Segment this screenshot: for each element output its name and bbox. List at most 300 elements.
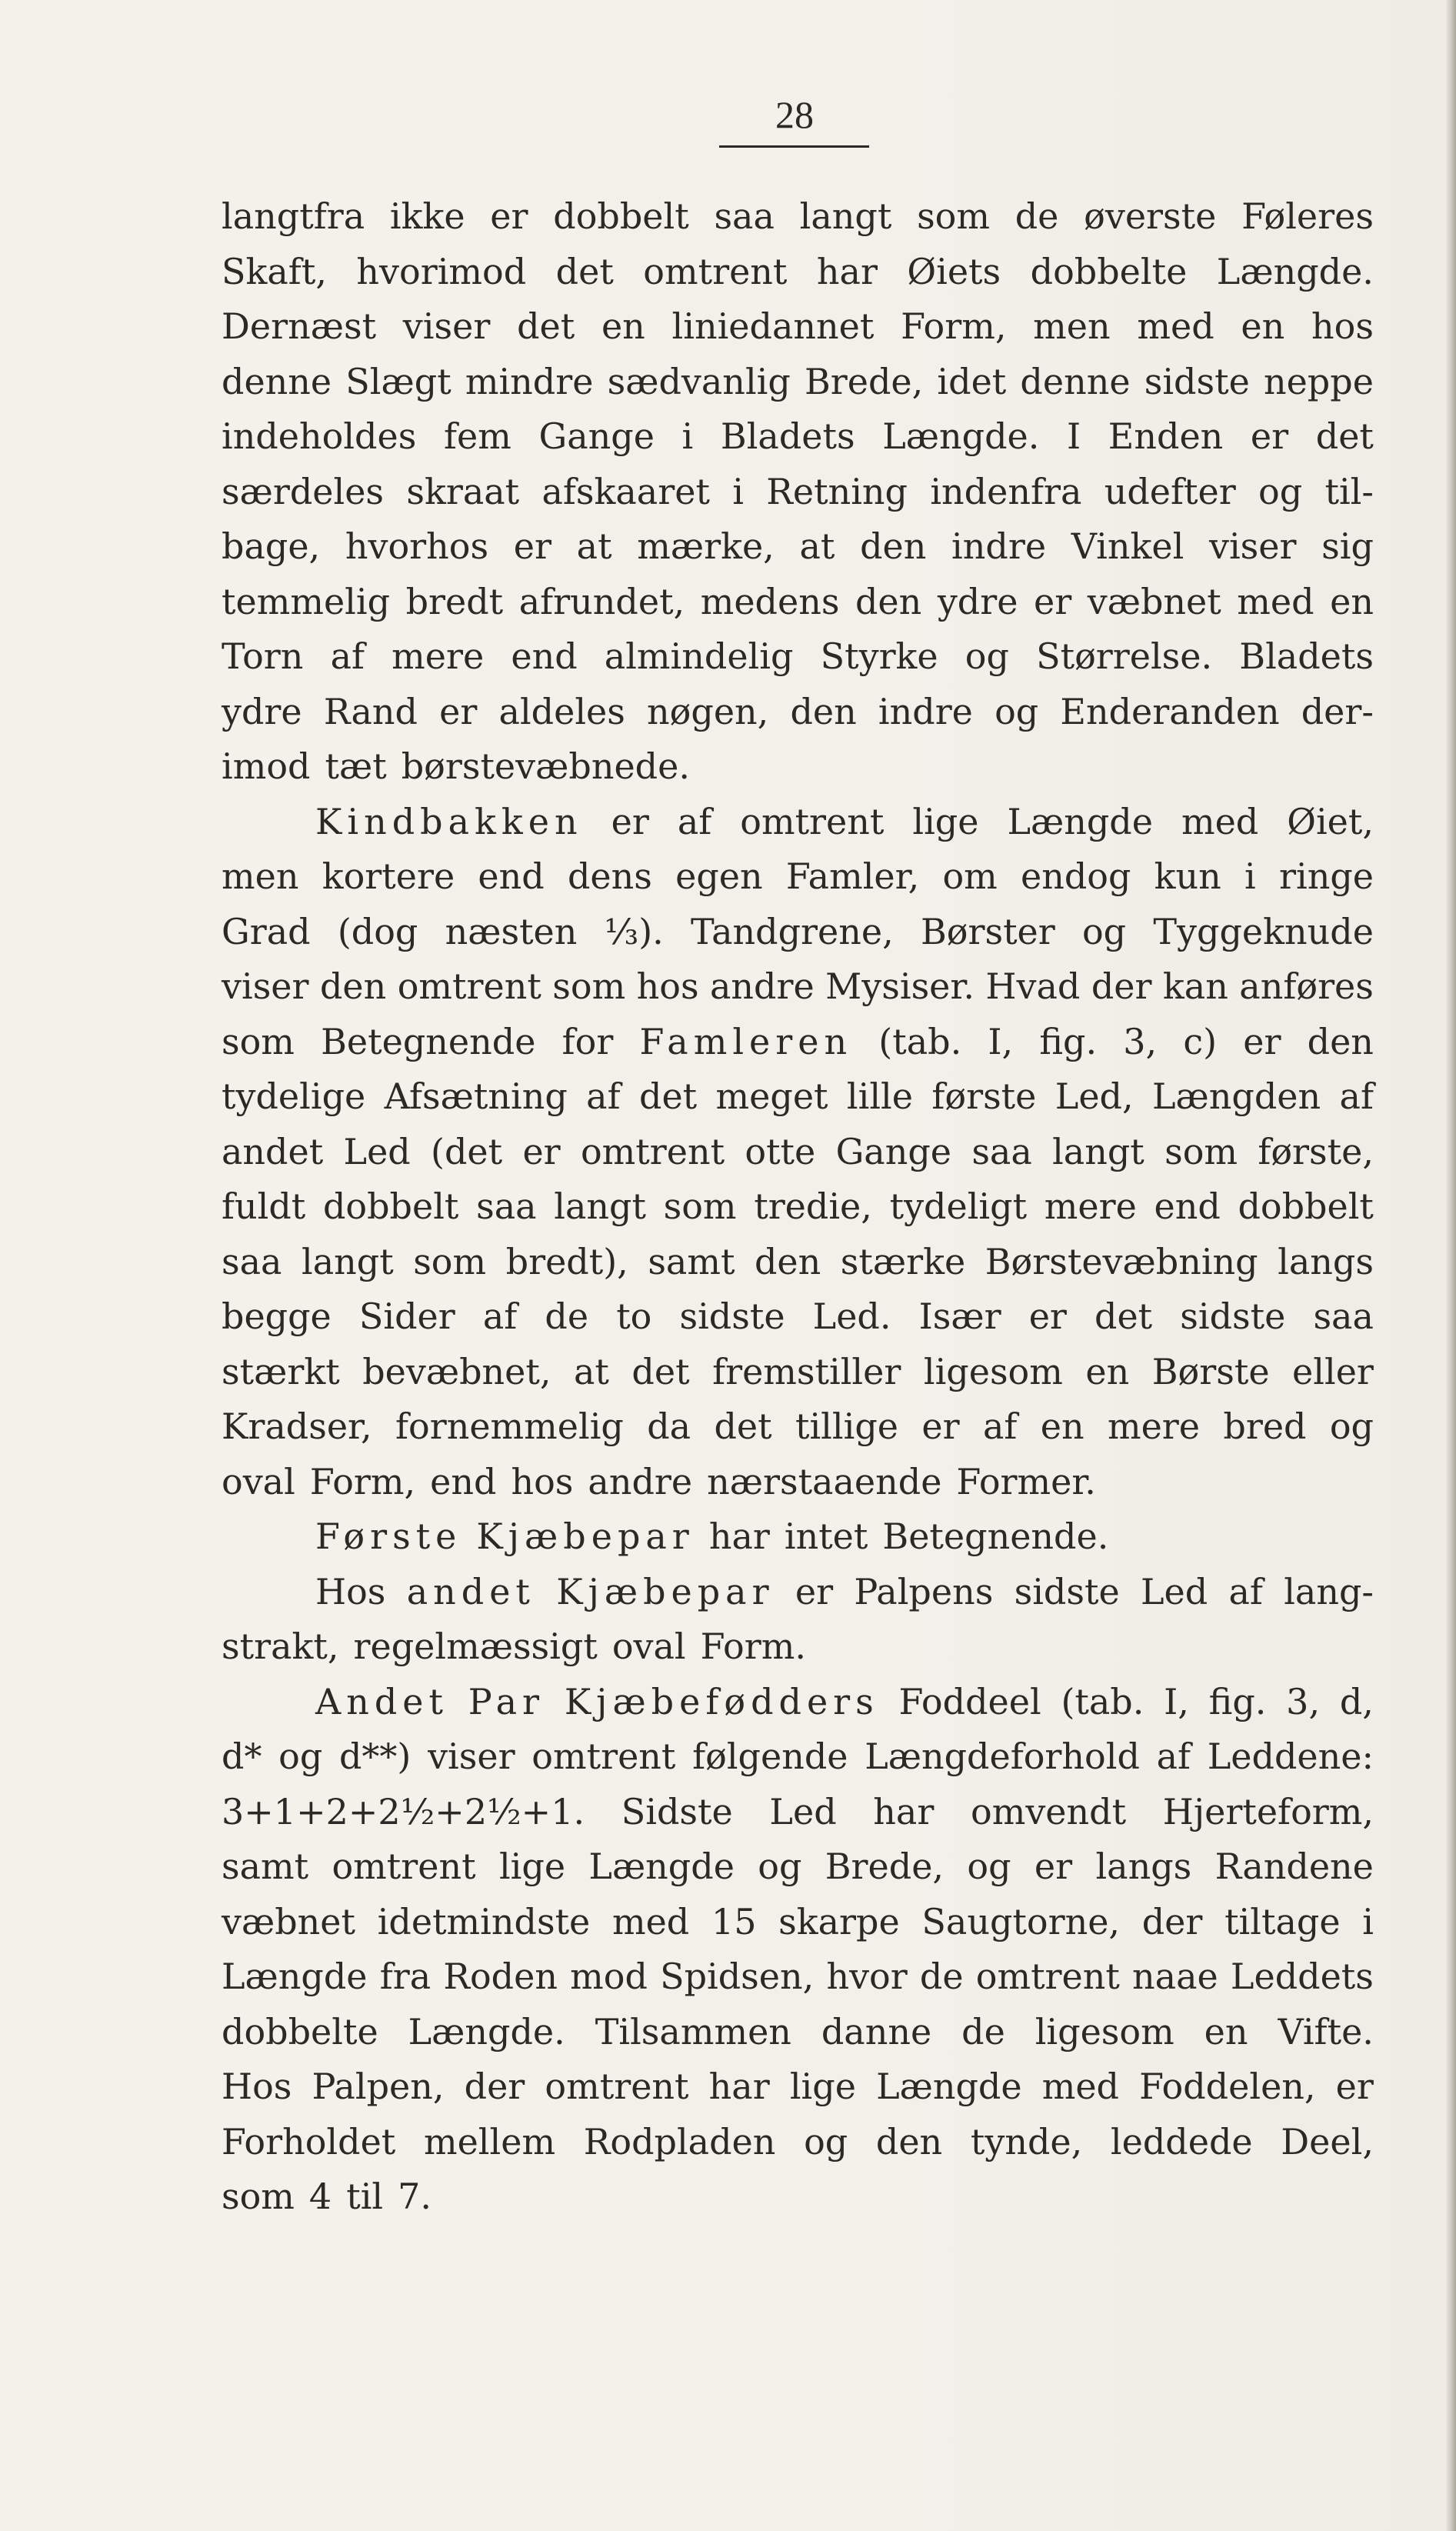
word: Deel, bbox=[1281, 2120, 1374, 2163]
word: med bbox=[1041, 2066, 1120, 2107]
word: Længde. bbox=[408, 2010, 565, 2052]
word: omtrent bbox=[545, 2066, 689, 2107]
word: andre bbox=[588, 1460, 693, 1502]
word: langs bbox=[1278, 1240, 1374, 1282]
word: er bbox=[1028, 1296, 1067, 1337]
word: tiltage bbox=[1224, 1900, 1341, 1942]
text-line bbox=[222, 685, 1374, 740]
word: og bbox=[1081, 910, 1127, 952]
word: og bbox=[967, 1846, 1011, 1887]
word: eller bbox=[1292, 1350, 1374, 1392]
word: 15 bbox=[711, 1900, 757, 1942]
word: lille bbox=[846, 1075, 913, 1117]
text-line bbox=[222, 1345, 1374, 1400]
text-line bbox=[222, 1069, 1374, 1125]
text-line bbox=[222, 2059, 1374, 2115]
word: end bbox=[511, 635, 578, 677]
word: den bbox=[754, 1240, 821, 1282]
word: c) bbox=[1183, 1020, 1218, 1062]
word: det bbox=[1315, 415, 1374, 457]
text-line bbox=[222, 1015, 1374, 1070]
word: nærstaaende bbox=[707, 1460, 942, 1502]
word: indre bbox=[951, 525, 1047, 567]
word: d, bbox=[1339, 1680, 1374, 1722]
body-text bbox=[222, 189, 1374, 2225]
word: af bbox=[982, 1406, 1018, 1447]
word: den bbox=[860, 525, 927, 567]
word: indre bbox=[878, 690, 973, 732]
word: langt bbox=[799, 195, 892, 237]
word: Foddelen, bbox=[1139, 2066, 1316, 2107]
word: strakt, bbox=[222, 1626, 339, 1667]
word: Størrelse. bbox=[1036, 635, 1213, 677]
word: der bbox=[1091, 965, 1152, 1007]
word: Par bbox=[468, 1680, 545, 1722]
word: Rand bbox=[323, 690, 418, 732]
word: andet bbox=[222, 1130, 324, 1172]
text-line bbox=[222, 1675, 1374, 1730]
word: mod bbox=[570, 1956, 648, 1997]
word: dobbelte bbox=[222, 2010, 378, 2052]
word: sædvanlig bbox=[607, 360, 791, 402]
word: mere bbox=[1107, 1406, 1201, 1447]
word: (tab. bbox=[878, 1020, 962, 1062]
word: mere bbox=[1044, 1185, 1137, 1227]
text-line bbox=[222, 1729, 1374, 1785]
word: afskaaret bbox=[541, 470, 710, 512]
word: I, bbox=[1164, 1680, 1189, 1722]
word: Rodpladen bbox=[583, 2120, 776, 2163]
word: Betegnende. bbox=[882, 1516, 1109, 1557]
word: ligesom bbox=[923, 1350, 1063, 1392]
word: sidste bbox=[1144, 360, 1250, 402]
word: en bbox=[1204, 2010, 1248, 2052]
word: saa bbox=[476, 1185, 537, 1227]
word: d**) bbox=[338, 1736, 411, 1777]
word: Brede, bbox=[825, 1846, 945, 1887]
word: om bbox=[942, 855, 998, 897]
word: Børstevæbning bbox=[985, 1240, 1258, 1282]
text-line bbox=[222, 519, 1374, 575]
word: første, bbox=[1258, 1130, 1374, 1172]
text-line bbox=[222, 959, 1374, 1015]
word: dobbelt bbox=[322, 1185, 459, 1227]
word: dens bbox=[567, 855, 652, 897]
word: har bbox=[708, 2066, 770, 2107]
word: egen bbox=[675, 855, 763, 897]
word: den bbox=[855, 580, 922, 622]
word: Led bbox=[343, 1130, 411, 1172]
text-line bbox=[222, 1509, 1374, 1565]
text-line bbox=[222, 795, 1374, 850]
word: hvorimod bbox=[356, 250, 527, 292]
word: en bbox=[1085, 1350, 1130, 1392]
word: Børste bbox=[1151, 1350, 1270, 1392]
word: Palpen, bbox=[312, 2066, 445, 2107]
word: udefter bbox=[1104, 470, 1236, 512]
word: intet bbox=[784, 1516, 868, 1557]
word: og bbox=[804, 2120, 848, 2163]
word: som bbox=[663, 1185, 737, 1227]
word: som bbox=[222, 2176, 295, 2217]
word: langt bbox=[554, 1185, 646, 1227]
word: skarpe bbox=[778, 1900, 900, 1942]
word: særdeles bbox=[222, 470, 385, 512]
word: fem bbox=[443, 415, 511, 457]
word: er bbox=[1034, 1846, 1073, 1887]
word: er bbox=[513, 525, 551, 567]
word: omtrent bbox=[580, 1130, 725, 1172]
word: langs bbox=[1095, 1846, 1192, 1887]
word: men bbox=[1033, 305, 1111, 347]
word: væbnet bbox=[222, 1900, 356, 1942]
word: og bbox=[965, 635, 1009, 677]
word: end bbox=[1154, 1185, 1221, 1227]
word: Kradser, bbox=[222, 1406, 372, 1447]
word: ydre bbox=[937, 580, 1018, 622]
word: otte bbox=[745, 1130, 816, 1172]
word: imod bbox=[222, 745, 311, 787]
word: er bbox=[611, 800, 649, 842]
word: (tab. bbox=[1061, 1680, 1144, 1722]
word: Kjæbepar bbox=[556, 1570, 775, 1612]
word: Sider bbox=[358, 1296, 455, 1337]
word: afrundet, bbox=[518, 580, 685, 622]
word: end bbox=[478, 855, 545, 897]
word: der bbox=[464, 2066, 525, 2107]
word: er bbox=[1034, 580, 1072, 622]
word: Former. bbox=[956, 1460, 1096, 1502]
word: det bbox=[517, 305, 575, 347]
word: stærkt bbox=[222, 1350, 340, 1392]
word: Brede, bbox=[804, 360, 924, 402]
word: ikke bbox=[389, 195, 465, 237]
word: det bbox=[639, 1075, 698, 1117]
word: saa bbox=[222, 1240, 282, 1282]
word: viser bbox=[222, 965, 309, 1007]
word: er bbox=[1243, 1020, 1281, 1062]
word: med bbox=[1181, 800, 1259, 842]
word: Led. bbox=[812, 1296, 891, 1337]
word: omtrent bbox=[643, 250, 788, 292]
word: en bbox=[1241, 305, 1285, 347]
word: omtrent bbox=[740, 800, 885, 842]
word: saa bbox=[971, 1130, 1032, 1172]
word: dobbelt bbox=[1238, 1185, 1374, 1227]
page-number-underline bbox=[719, 145, 869, 148]
word: Første bbox=[315, 1516, 462, 1557]
word: Øiet, bbox=[1287, 800, 1374, 842]
word: fornemmelig bbox=[395, 1406, 624, 1447]
word: Gange bbox=[538, 415, 655, 457]
word: fremstiller bbox=[712, 1350, 901, 1392]
word: det bbox=[714, 1406, 772, 1447]
word: der bbox=[1141, 1900, 1203, 1942]
word: nøgen, bbox=[647, 690, 769, 732]
word: 4 bbox=[308, 2176, 332, 2217]
text-line bbox=[222, 1125, 1374, 1180]
word: af bbox=[1156, 1736, 1191, 1777]
word: Længde. bbox=[882, 415, 1040, 457]
word: i bbox=[681, 415, 694, 457]
word: temmelig bbox=[222, 580, 391, 622]
word: Led, bbox=[1055, 1075, 1134, 1117]
word: begge bbox=[222, 1296, 332, 1337]
word: Vifte. bbox=[1278, 2010, 1374, 2052]
word: mere bbox=[391, 635, 485, 677]
word: hvor bbox=[826, 1956, 908, 1997]
word: medens bbox=[700, 580, 840, 622]
word: hos bbox=[1311, 305, 1374, 347]
word: Vinkel bbox=[1071, 525, 1184, 567]
text-line bbox=[222, 905, 1374, 960]
word: dobbelt bbox=[553, 195, 689, 237]
text-line bbox=[222, 1839, 1374, 1895]
word: øverste bbox=[1084, 195, 1217, 237]
word: sidste bbox=[1180, 1296, 1286, 1337]
text-line bbox=[222, 1949, 1374, 2005]
word: er bbox=[1335, 2066, 1374, 2107]
word: Andet bbox=[315, 1680, 448, 1722]
word: at bbox=[799, 525, 835, 567]
word: Grad bbox=[222, 910, 311, 952]
word: er bbox=[522, 1130, 561, 1172]
word: bredt), bbox=[505, 1240, 628, 1282]
word: Led bbox=[769, 1790, 837, 1832]
word: skraat bbox=[406, 470, 520, 512]
word: som bbox=[1164, 1130, 1238, 1172]
word: Tilsammen bbox=[595, 2010, 791, 2052]
word: Øiets bbox=[907, 250, 1001, 292]
text-line bbox=[222, 629, 1374, 685]
word: Enden bbox=[1108, 415, 1224, 457]
word: det bbox=[1094, 1296, 1153, 1337]
word: væbnet bbox=[1087, 580, 1221, 622]
word: bage, bbox=[222, 525, 321, 567]
word: indenfra bbox=[930, 470, 1082, 512]
word: saa bbox=[1313, 1296, 1374, 1337]
word: og bbox=[1329, 1406, 1374, 1447]
text-line bbox=[222, 465, 1374, 520]
word: en bbox=[601, 305, 645, 347]
word: Føleres bbox=[1241, 195, 1374, 237]
word: tydelige bbox=[222, 1075, 366, 1117]
word: lige bbox=[498, 1846, 566, 1887]
word: børstevæbnede. bbox=[401, 745, 690, 787]
word: Foddeel bbox=[898, 1680, 1041, 1722]
word: langt bbox=[1052, 1130, 1144, 1172]
text-line bbox=[222, 355, 1374, 410]
word: idetmindste bbox=[377, 1900, 591, 1942]
word: den bbox=[875, 2120, 943, 2163]
word: for bbox=[561, 1020, 614, 1062]
word: 3, bbox=[1286, 1680, 1321, 1722]
word: har bbox=[708, 1516, 770, 1557]
word: andre bbox=[710, 965, 815, 1007]
word: hvorhos bbox=[345, 525, 489, 567]
word: omtrent bbox=[332, 1846, 476, 1887]
word: danne bbox=[821, 2010, 932, 2052]
word: to bbox=[616, 1296, 652, 1337]
text-line bbox=[222, 1565, 1374, 1620]
text-line bbox=[222, 1619, 1374, 1675]
word: bredt bbox=[405, 580, 504, 622]
word: saa bbox=[714, 195, 775, 237]
word: mærke, bbox=[637, 525, 775, 567]
word: Afsætning bbox=[384, 1075, 568, 1117]
word: Famleren bbox=[639, 1020, 853, 1062]
word: Bladets bbox=[1239, 635, 1374, 677]
word: af bbox=[677, 800, 712, 842]
word: idet bbox=[937, 360, 1007, 402]
word: som bbox=[413, 1240, 487, 1282]
word: Roden bbox=[443, 1956, 558, 1997]
text-line bbox=[222, 299, 1374, 355]
word: de bbox=[961, 2010, 1005, 2052]
word: tydeligt bbox=[889, 1185, 1028, 1227]
word: lige bbox=[789, 2066, 856, 2107]
word: anføres bbox=[1239, 965, 1374, 1007]
word: men bbox=[222, 855, 299, 897]
word: det bbox=[555, 250, 614, 292]
word: Længdeforhold bbox=[865, 1736, 1140, 1777]
word: lige bbox=[912, 800, 979, 842]
word: Saugtorne, bbox=[921, 1900, 1121, 1942]
word: de bbox=[545, 1296, 589, 1337]
text-line bbox=[222, 2169, 1374, 2225]
word: omtrent bbox=[975, 1956, 1120, 1997]
word: Leddene: bbox=[1207, 1736, 1374, 1777]
word: til- bbox=[1324, 470, 1374, 512]
word: Form, bbox=[309, 1460, 416, 1502]
word: tredie, bbox=[754, 1185, 872, 1227]
word: Mysiser. bbox=[825, 965, 975, 1007]
word: mellem bbox=[423, 2120, 556, 2163]
word: er bbox=[795, 1570, 834, 1612]
word: Længde. bbox=[1216, 250, 1374, 292]
text-line bbox=[222, 1785, 1374, 1840]
word: ⅓). bbox=[604, 910, 664, 952]
word: Enderanden bbox=[1060, 690, 1280, 732]
text-line bbox=[222, 2005, 1374, 2060]
word: viser bbox=[402, 305, 491, 347]
word: Dernæst bbox=[222, 305, 377, 347]
word: I, bbox=[988, 1020, 1014, 1062]
word: næsten bbox=[445, 910, 578, 952]
word: denne bbox=[1020, 360, 1131, 402]
page-number: 28 bbox=[775, 93, 814, 136]
word: kan bbox=[1162, 965, 1228, 1007]
word: stærke bbox=[840, 1240, 966, 1282]
word: bevæbnet, bbox=[362, 1350, 551, 1392]
text-line bbox=[222, 2115, 1374, 2170]
word: Hvad bbox=[985, 965, 1081, 1007]
word: (det bbox=[431, 1130, 503, 1172]
word: Gange bbox=[835, 1130, 952, 1172]
word: Styrke bbox=[820, 635, 938, 677]
word: Torn bbox=[222, 635, 304, 677]
word: d* bbox=[222, 1736, 262, 1777]
word: Især bbox=[918, 1296, 1001, 1337]
word: de bbox=[1015, 195, 1059, 237]
word: Kjæbepar bbox=[476, 1516, 695, 1557]
word: almindelig bbox=[604, 635, 794, 677]
text-line bbox=[222, 1895, 1374, 1950]
word: Form. bbox=[700, 1626, 806, 1667]
word: Forholdet bbox=[222, 2120, 396, 2163]
word: Kjæbefødders bbox=[564, 1680, 879, 1722]
word: ligesom bbox=[1035, 2010, 1174, 2052]
word: er bbox=[490, 195, 528, 237]
word: Længde bbox=[876, 2066, 1022, 2107]
word: Tyggeknude bbox=[1153, 910, 1374, 952]
word: I bbox=[1067, 415, 1081, 457]
word: Skaft, bbox=[222, 250, 327, 292]
word: 7. bbox=[398, 2176, 432, 2217]
word: Spidsen, bbox=[660, 1956, 815, 1997]
word: 3, bbox=[1123, 1020, 1158, 1062]
word: af bbox=[1228, 1570, 1263, 1612]
word: det bbox=[631, 1350, 690, 1392]
word: Længde bbox=[222, 1956, 368, 1997]
word: hos bbox=[636, 965, 699, 1007]
word: andet bbox=[406, 1570, 535, 1612]
word: Hjerteform, bbox=[1162, 1790, 1374, 1832]
word: meget bbox=[715, 1075, 828, 1117]
word: og bbox=[995, 690, 1039, 732]
word: en bbox=[1040, 1406, 1085, 1447]
word: den bbox=[790, 690, 857, 732]
word: ringe bbox=[1279, 855, 1374, 897]
word: med bbox=[1137, 305, 1214, 347]
word: langt bbox=[301, 1240, 394, 1282]
word: Retning bbox=[766, 470, 908, 512]
word: viser bbox=[1208, 525, 1297, 567]
text-line bbox=[222, 1235, 1374, 1290]
word: den bbox=[319, 965, 387, 1007]
word: omtrent bbox=[531, 1736, 676, 1777]
word: sidste bbox=[679, 1296, 785, 1337]
word: som bbox=[917, 195, 990, 237]
word: og bbox=[278, 1736, 323, 1777]
word: hos bbox=[511, 1460, 574, 1502]
word: ydre bbox=[222, 690, 302, 732]
word: er bbox=[1250, 415, 1289, 457]
word: Form, bbox=[901, 305, 1007, 347]
word: Led bbox=[1140, 1570, 1208, 1612]
word: Længden bbox=[1151, 1075, 1321, 1117]
word: Leddets bbox=[1230, 1956, 1374, 1997]
word: sidste bbox=[1014, 1570, 1120, 1612]
word: oval bbox=[611, 1626, 686, 1667]
word: neppe bbox=[1263, 360, 1374, 402]
word: samt bbox=[222, 1846, 309, 1887]
word: i bbox=[1362, 1900, 1374, 1942]
word: fig. bbox=[1208, 1680, 1267, 1722]
word: en bbox=[1330, 580, 1374, 622]
word: Sidste bbox=[621, 1790, 733, 1832]
word: Betegnende bbox=[321, 1020, 536, 1062]
word: at bbox=[576, 525, 612, 567]
word: i bbox=[1244, 855, 1256, 897]
text-line bbox=[222, 1179, 1374, 1235]
word: første bbox=[931, 1075, 1037, 1117]
word: Tandgrene, bbox=[691, 910, 894, 952]
word: Hos bbox=[315, 1570, 386, 1612]
text-line bbox=[222, 189, 1374, 245]
text-line bbox=[222, 1289, 1374, 1345]
word: som bbox=[222, 1020, 295, 1062]
